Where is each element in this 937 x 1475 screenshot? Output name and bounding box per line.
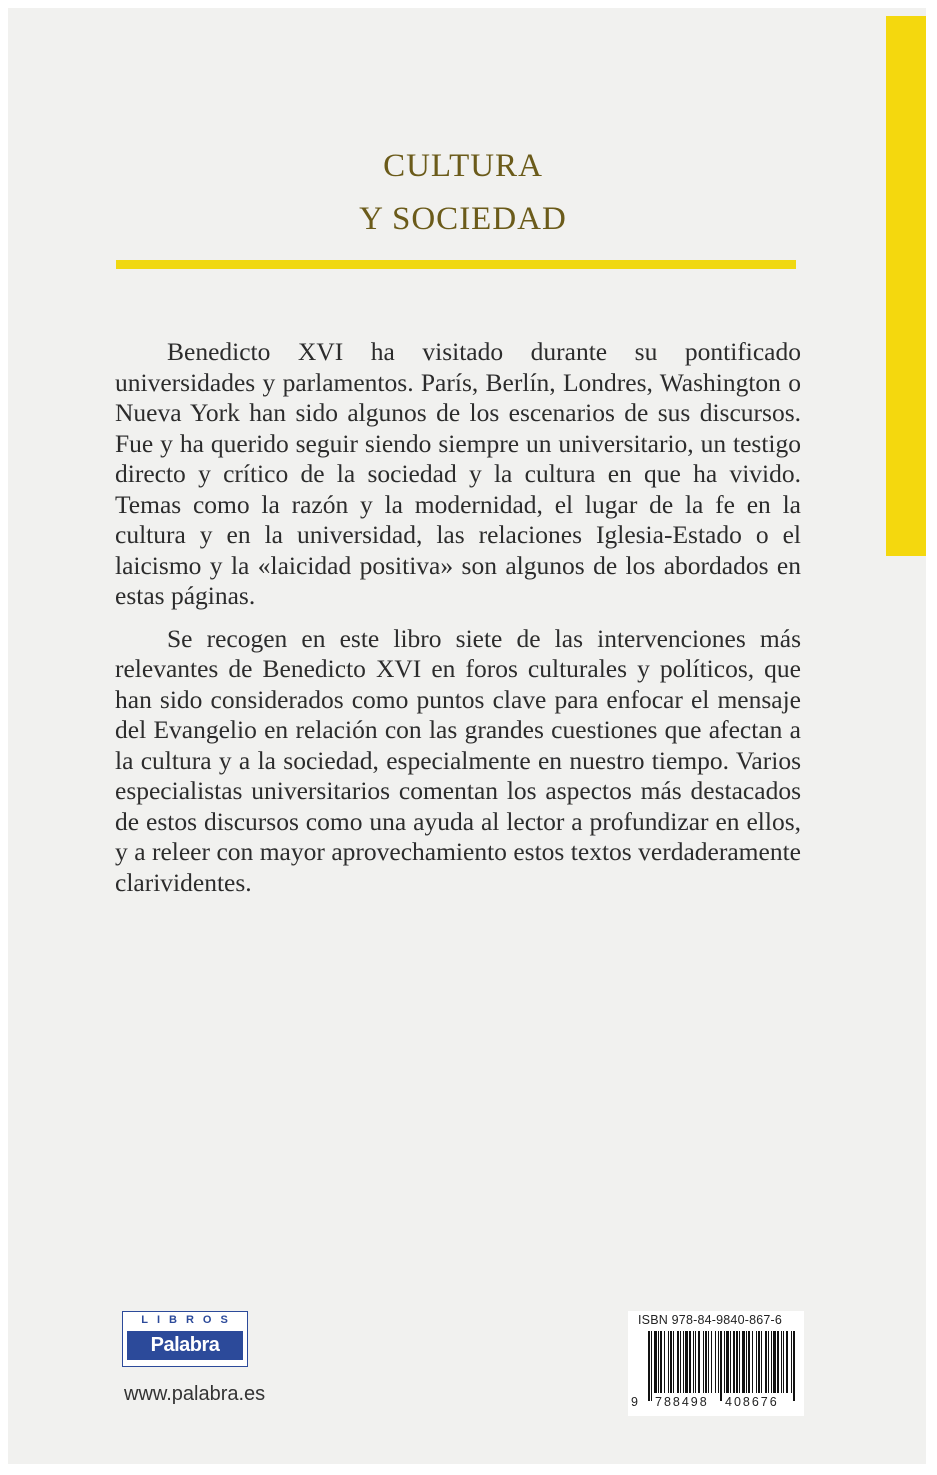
isbn-label: ISBN 978-84-9840-867-6 — [638, 1313, 783, 1327]
title-divider — [116, 260, 796, 269]
yellow-edge-bar — [886, 16, 926, 556]
blurb-paragraph-1: Benedicto XVI ha visitado durante su pontificado universidades y parlamentos. París, Berlín, Londres, Washington o Nueva York han sido algunos de los escenarios de sus discursos. Fue y ha querido seguir siendo siempre un universitario, un testigo directo y crítico de la sociedad y la cultura en que ha vivido. Temas como la razón y la modernidad, el lugar de la fe en la cultura y en la universidad, las relaciones Iglesia-Estado o el laicismo y la «laicidad positiva» son algunos de los abordados en estas páginas. — [115, 337, 801, 610]
publisher-website: www.palabra.es — [124, 1383, 266, 1405]
barcode-icon — [648, 1331, 798, 1401]
blurb-paragraph-2: Se recogen en este libro siete de las intervenciones más relevantes de Benedicto XVI en foros culturales y políticos, que han sido considerados como puntos clave para enfocar el mensaje del Evangelio en relación con las grandes cuestiones que afectan a la cultura y a la sociedad, especialmente en nuestro tiempo. Varios especialistas universitarios comentan los aspectos más destacados de estos discursos como una ayuda al lector a profundizar en ellos, y a releer con mayor aprovechamiento estos textos verdaderamente clarividentes. — [115, 623, 801, 897]
series-title-line1: CULTURA — [383, 148, 543, 184]
blurb-text — [115, 337, 801, 898]
series-title — [8, 140, 918, 246]
barcode-digit-first: 9 — [631, 1395, 638, 1409]
logo-main-text: Palabra — [127, 1331, 243, 1360]
series-title-line2: Y SOCIEDAD — [359, 201, 567, 237]
publisher-logo — [122, 1311, 248, 1367]
barcode-block — [628, 1311, 804, 1416]
barcode-digits-right: 408676 — [725, 1395, 779, 1409]
logo-top-text: LIBROS — [141, 1314, 237, 1326]
book-back-cover — [8, 8, 926, 1464]
barcode-digits-left: 788498 — [655, 1395, 709, 1409]
